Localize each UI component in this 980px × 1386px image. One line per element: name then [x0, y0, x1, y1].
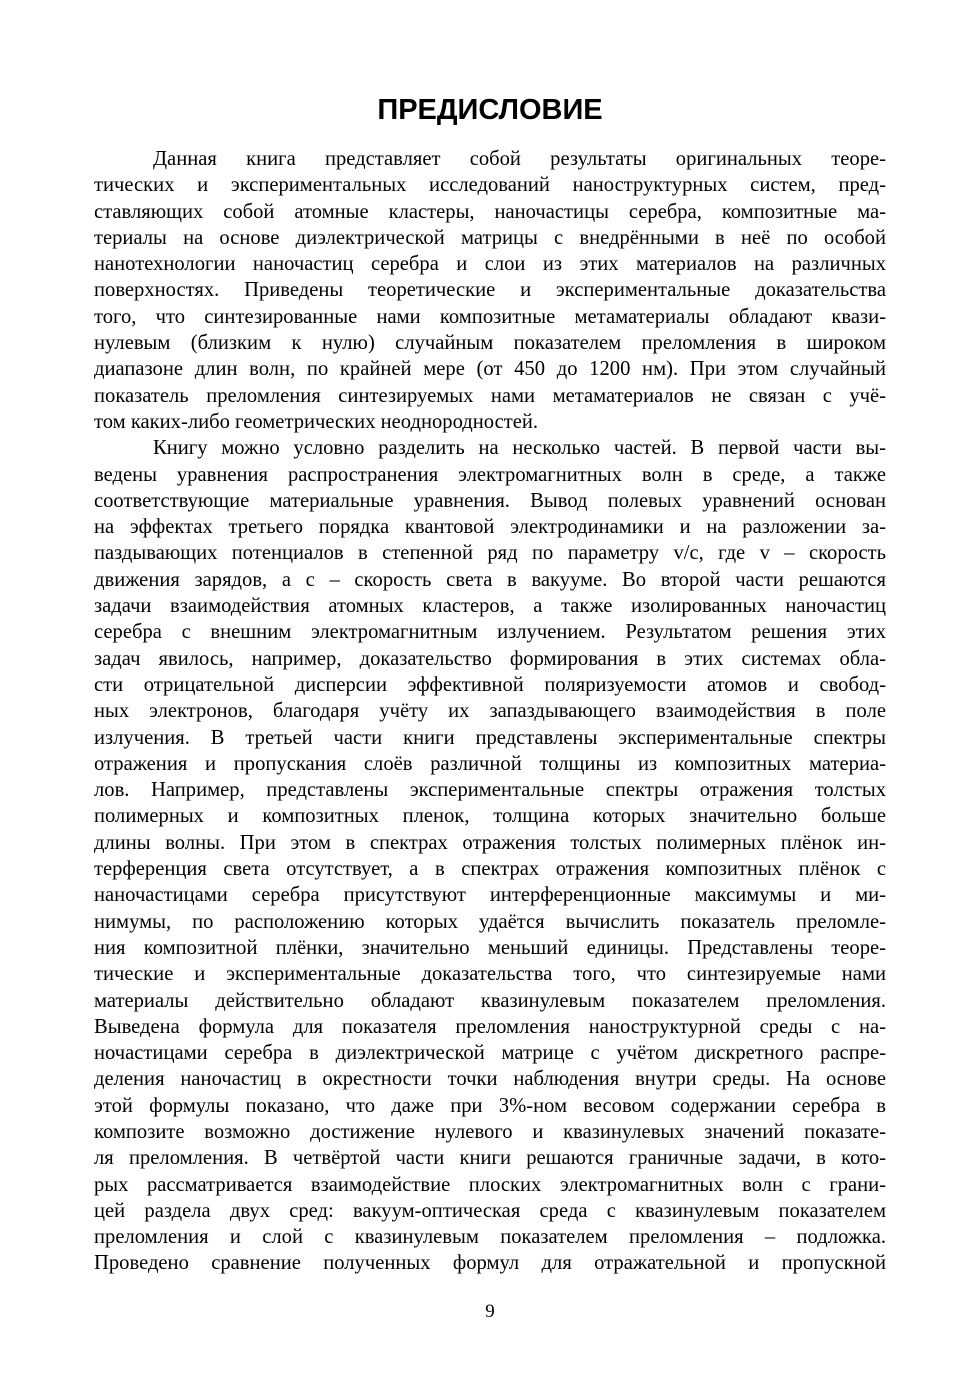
text-line: ставляющих собой атомные кластеры, наночастицы серебра, композитные ма- — [94, 200, 886, 223]
text-line: длины волны. При этом в спектрах отражения толстых полимерных плёнок ин- — [94, 831, 886, 854]
text-line: композите возможно достижение нулевого и квазинулевых значений показате- — [94, 1120, 886, 1143]
text-line: нулевым (близким к нулю) случайным показателем преломления в широком — [94, 332, 886, 355]
text-line: соответствующие материальные уравнения. Вывод полевых уравнений основан — [94, 489, 886, 512]
text-line: Проведено сравнение полученных формул для отражательной и пропускной — [94, 1252, 886, 1275]
text-line: ных электронов, благодаря учёту их запаздывающего взаимодействия в поле — [94, 700, 886, 723]
paragraph — [94, 435, 886, 1277]
text-line: Выведена формула для показателя преломления наноструктурной среды с на- — [94, 1015, 886, 1038]
text-line: нанотехнологии наночастиц серебра и слои из этих материалов на различных — [94, 253, 886, 276]
text-line: паздывающих потенциалов в степенной ряд по параметру v/c, где v – скорость — [94, 542, 886, 565]
text-line: материалы действительно обладают квазинулевым показателем преломления. — [94, 989, 886, 1012]
text-line: цей раздела двух сред: вакуум-оптическая среда с квазинулевым показателем — [94, 1199, 886, 1222]
text-line: ночастицами серебра в диэлектрической матрице с учётом дискретного распре- — [94, 1042, 886, 1065]
text-line: движения зарядов, а c – скорость света в вакууме. Во второй части решаются — [94, 568, 886, 591]
text-line: задачи взаимодействия атомных кластеров, а также изолированных наночастиц — [94, 595, 886, 618]
text-line: том каких-либо геометрических неоднородностей. — [94, 410, 539, 433]
page-number: 9 — [485, 1301, 495, 1322]
text-line: того, что синтезированные нами композитные метаматериалы обладают квази- — [94, 305, 886, 328]
text-line: деления наночастиц в окрестности точки наблюдения внутри среды. На основе — [94, 1068, 886, 1091]
text-line: излучения. В третьей части книги представлены экспериментальные спектры — [94, 726, 886, 749]
paragraph — [94, 146, 886, 435]
text-line: отражения и пропускания слоёв различной толщины из композитных материа- — [94, 752, 886, 775]
text-line: тических и экспериментальных исследований наноструктурных систем, пред- — [94, 174, 886, 197]
text-line: ния композитной плёнки, значительно меньший единицы. Представлены теоре- — [94, 936, 886, 959]
text-line: терференция света отсутствует, а в спектрах отражения композитных плёнок с — [94, 858, 886, 881]
text-line: тические и экспериментальные доказательства того, что синтезируемые нами — [94, 963, 886, 986]
text-line: серебра с внешним электромагнитным излучением. Результатом решения этих — [94, 621, 886, 644]
text-line: полимерных и композитных пленок, толщина которых значительно больше — [94, 805, 886, 828]
text-line: териалы на основе диэлектрической матрицы с внедрёнными в неё по особой — [94, 226, 886, 249]
text-line: показатель преломления синтезируемых нами метаматериалов не связан с учё- — [94, 384, 886, 407]
text-line: сти отрицательной дисперсии эффективной поляризуемости атомов и свобод- — [94, 673, 886, 696]
text-line: на эффектах третьего порядка квантовой электродинамики и на разложении за- — [94, 516, 886, 539]
text-line: лов. Например, представлены экспериментальные спектры отражения толстых — [94, 779, 886, 802]
text-line: ля преломления. В четвёртой части книги решаются граничные задачи, в кото- — [94, 1147, 886, 1170]
text-line: этой формулы показано, что даже при 3%-ном весовом содержании серебра в — [94, 1094, 886, 1117]
text-line: ведены уравнения распространения электромагнитных волн в среде, а также — [94, 463, 886, 486]
text-line: наночастицами серебра присутствуют интерференционные максимумы и ми- — [94, 884, 886, 907]
text-line: задач явилось, например, доказательство формирования в этих системах обла- — [94, 647, 886, 670]
text-line: Данная книга представляет собой результаты оригинальных теоре- — [153, 148, 886, 170]
page-title: ПРЕДИСЛОВИЕ — [377, 94, 603, 126]
text-line: рых рассматривается взаимодействие плоских электромагнитных волн с грани- — [94, 1173, 886, 1196]
text-line: Книгу можно условно разделить на несколько частей. В первой части вы- — [153, 437, 886, 460]
text-line: преломления и слой с квазинулевым показателем преломления – подложка. — [94, 1226, 886, 1249]
text-line: диапазоне длин волн, по крайней мере (от 450 до 1200 нм). При этом случайный — [94, 358, 886, 381]
text-line: нимумы, по расположению которых удаётся вычислить показатель преломле- — [94, 910, 886, 933]
body-text — [94, 146, 886, 1277]
document-page — [94, 0, 886, 1386]
text-line: поверхностях. Приведены теоретические и экспериментальные доказательства — [94, 279, 886, 302]
